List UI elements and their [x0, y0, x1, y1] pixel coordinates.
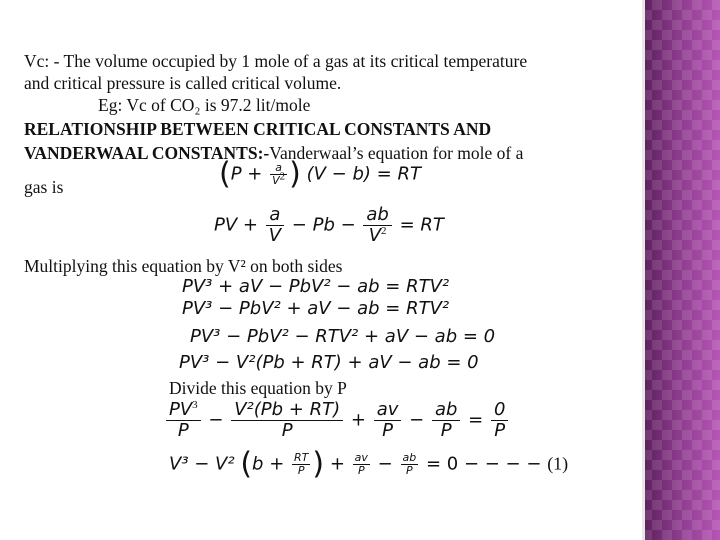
- eq7-frac-2: [231, 400, 343, 441]
- eq7-n5: 0: [491, 400, 508, 421]
- section-heading-tail: Vanderwaal’s equation for mole of a: [269, 143, 524, 163]
- section-heading-line-1: RELATIONSHIP BETWEEN CRITICAL CONSTANTS AND: [24, 119, 492, 139]
- eq7-n1: PV: [169, 399, 193, 420]
- equation-3: PV³ + aV − PbV² − ab = RTV²: [182, 276, 450, 297]
- eq2-mid: − Pb −: [291, 214, 356, 236]
- divide-line: Divide this equation by P: [169, 378, 347, 398]
- eq7-frac-4: [432, 400, 460, 441]
- eq8-end: = 0 − − − −: [425, 453, 542, 475]
- eq2-frac-a-num: a: [266, 205, 284, 226]
- eq8-av: av: [354, 451, 368, 464]
- example-line: Eg: Vc of CO₂ is 97.2 lit/mole: [98, 95, 311, 115]
- eq1-rest: (V − b) = RT: [306, 163, 421, 185]
- eq7-d1: P: [177, 420, 189, 441]
- eq8-frac-ab: [401, 452, 419, 477]
- eq8-label: (1): [547, 453, 569, 474]
- eq2-rhs: = RT: [399, 214, 444, 236]
- eq2-frac-a-den: V: [268, 225, 282, 246]
- equation-6: PV³ − V²(Pb + RT) + aV − ab = 0: [179, 352, 479, 373]
- eq8-start: V³ − V²: [169, 453, 235, 475]
- equation-expanded: [214, 205, 444, 246]
- eq2-frac-a: [266, 205, 284, 246]
- equation-final: V³ − V² (b + $\frac{RT}{P}$ ) + $\frac{av}{P}$ − $\frac{ab}{P}$ = 0 − − − − (1): [169, 446, 569, 482]
- eq1-fraction: $\frac{a}{V^2}$: [272, 161, 286, 187]
- gas-is-label: gas is: [24, 177, 64, 197]
- eq7-d2: P: [281, 420, 293, 441]
- eq8-frac-av: [353, 452, 370, 477]
- eq1-frac-den: V: [272, 174, 280, 187]
- eq8-p2: P: [357, 464, 365, 477]
- eq8-b: b +: [252, 453, 285, 475]
- equation-vanderwaals: (P + $\frac{a}{V^2}$ ) (V − b) = RT: [219, 156, 421, 192]
- eq2-frac-ab: $\frac{ab}{V^2}$: [363, 205, 391, 246]
- eq7-frac-5: [491, 400, 508, 441]
- eq7-frac-1: $\frac{PV^3}{P}$: [166, 400, 201, 441]
- eq2-frac-ab-den: V: [368, 225, 382, 246]
- definition-line-2: and critical pressure is called critical volume.: [24, 73, 342, 93]
- definition-line-1: Vc: - The volume occupied by 1 mole of a gas at its critical temperature: [24, 51, 528, 71]
- eq8-frac-rt: [292, 452, 310, 477]
- eq7-n4: ab: [432, 400, 460, 421]
- eq8-ab: ab: [402, 451, 417, 464]
- multiply-line: Multiplying this equation by V² on both sides: [24, 256, 343, 276]
- eq7-n3: av: [374, 400, 402, 421]
- eq7-d5: P: [494, 420, 506, 441]
- eq1-lhs: P +: [230, 163, 263, 185]
- eq1-frac-num: a: [270, 162, 287, 175]
- equation-divided: $\frac{PV^3}{P}$ − $\frac{\text{V²(Pb + RT)}}{P}$ + $\frac{av}{P}$ − $\frac{ab}{P}$ = $\frac{0}{P}$: [164, 400, 510, 441]
- eq8-rt: RT: [294, 451, 309, 464]
- eq7-d3: P: [382, 420, 393, 441]
- eq7-n2: V²(Pb + RT): [231, 400, 343, 421]
- eq8-p3: P: [406, 464, 413, 477]
- eq7-frac-3: [374, 400, 402, 441]
- decorative-side-band: [642, 0, 720, 540]
- eq7-d4: P: [440, 420, 452, 441]
- equation-4: PV³ − PbV² + aV − ab = RTV²: [182, 298, 450, 319]
- equation-5: PV³ − PbV² − RTV² + aV − ab = 0: [190, 326, 496, 347]
- eq2-pv: PV +: [214, 214, 258, 236]
- section-heading-line-2: [24, 142, 523, 164]
- eq2-frac-ab-num: ab: [363, 205, 391, 226]
- eq8-p1: P: [297, 464, 305, 477]
- section-heading-bold: VANDERWAAL CONSTANTS:-: [24, 143, 270, 163]
